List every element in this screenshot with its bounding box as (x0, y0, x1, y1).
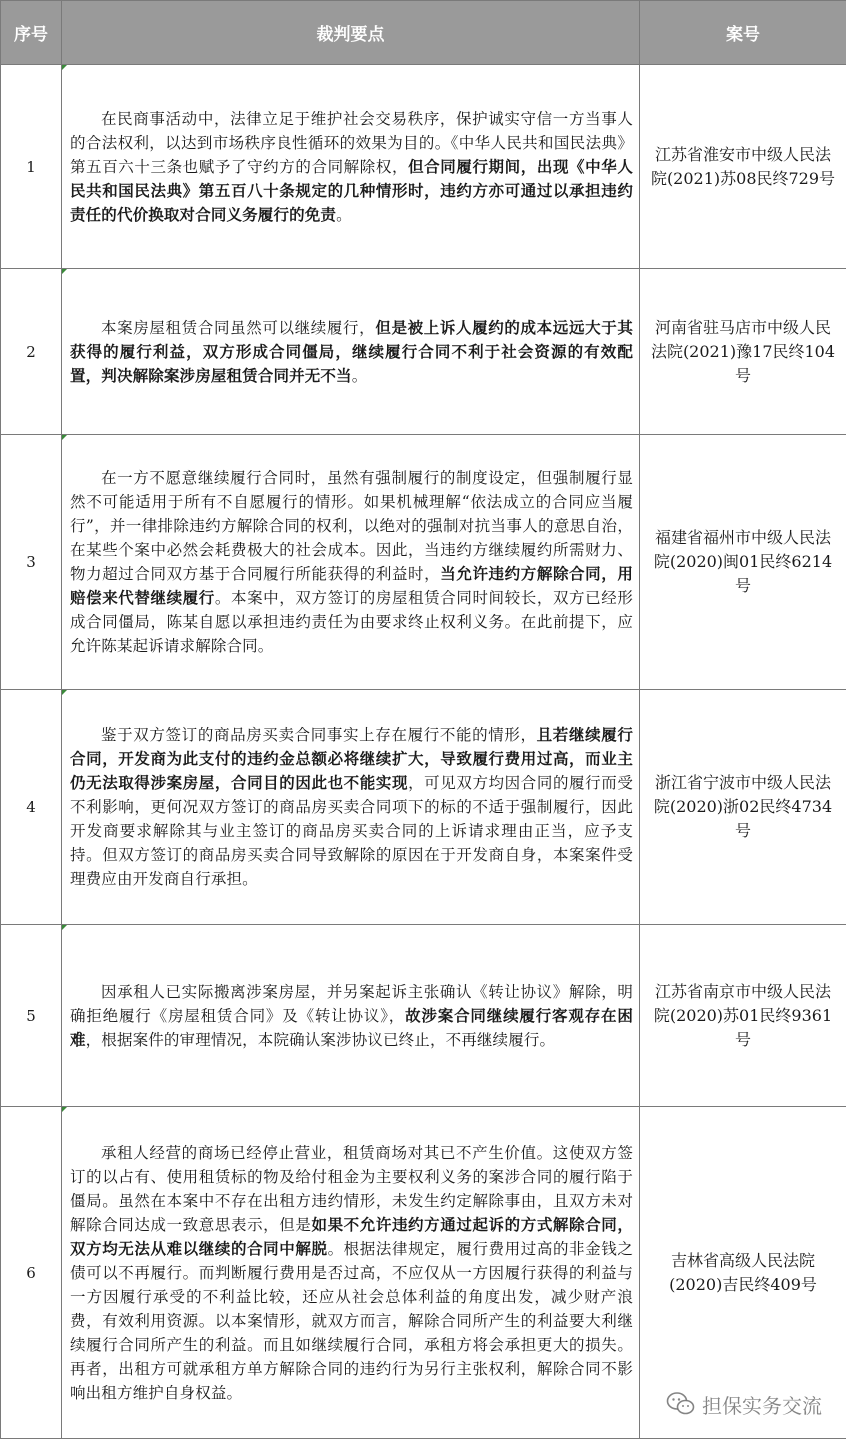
watermark-text: 担保实务交流 (702, 1393, 822, 1418)
row-points (62, 435, 640, 690)
table-row (1, 435, 846, 690)
table-row (1, 65, 846, 269)
cell-comment-marker (62, 1107, 67, 1112)
body-text: 。 (336, 205, 352, 224)
row-points (62, 269, 640, 435)
cell-comment-marker (62, 690, 67, 695)
row-index: 3 (1, 435, 62, 690)
row-index: 5 (1, 925, 62, 1107)
emphasis-text: 但是被上诉人履约的成本远远大于其获得的履行利益，双方形成合同僵局，继续履行合同不利于社会资源的有效配置，判决解除案涉房屋租赁合同并无不当 (70, 317, 633, 385)
row-index: 6 (1, 1107, 62, 1439)
row-case: 吉林省高级人民法院(2020)吉民终409号 (640, 1107, 846, 1439)
body-text: 在一方不愿意继续履行合同时，虽然有强制履行的制度设定，但强制履行显然不可能适用于所有不自愿履行的情形。如果机械理解“依法成立的合同应当履行”，并一律排除违约方解除合同的权利，以绝对的强制对抗当事人的意思自治，在某些个案中必然会耗费极大的社会成本。因此，当违约方继续履约所需财力、物力超过合同双方基于合同履行所能获得的利益时， (70, 469, 633, 583)
header-case: 案号 (640, 1, 846, 65)
emphasis-text: 故涉案合同继续履行客观存在困难 (70, 1005, 633, 1049)
body-text: 鉴于双方签订的商品房买卖合同事实上存在履行不能的情形， (101, 726, 537, 744)
row-points (62, 690, 640, 925)
table-row (1, 925, 846, 1107)
row-points (62, 925, 640, 1107)
cell-comment-marker (62, 65, 67, 70)
row-case: 浙江省宁波市中级人民法院(2020)浙02民终4734号 (640, 690, 846, 925)
row-text (70, 1141, 633, 1405)
table-header-row (1, 1, 846, 65)
body-text: 。本案中，双方签订的房屋租赁合同时间较长，双方已经形成合同僵局，陈某自愿以承担违约责任为由要求终止权利义务。在此前提下，应允许陈某起诉请求解除合同。 (70, 589, 633, 655)
header-index: 序号 (1, 1, 62, 65)
row-text (70, 723, 633, 891)
header-points: 裁判要点 (62, 1, 640, 65)
wechat-icon (666, 1391, 696, 1417)
emphasis-text: 如果不允许违约方通过起诉的方式解除合同，双方均无法从难以继续的合同中解脱 (70, 1214, 633, 1258)
row-text (70, 316, 633, 388)
emphasis-text: 当允许违约方解除合同，用赔偿来代替继续履行 (70, 564, 633, 607)
body-text: ，可见双方均因合同的履行而受不利影响，更何况双方签订的商品房买卖合同项下的标的不适于强制履行，因此开发商要求解除其与业主签订的商品房买卖合同的上诉请求理由正当，应予支持。但双方签订的商品房买卖合同导致解除的原因在于开发商自身，本案案件受理费应由开发商自行承担。 (70, 774, 633, 888)
table-row (1, 269, 846, 435)
row-index: 4 (1, 690, 62, 925)
watermark (666, 1389, 822, 1419)
body-text: 。 (351, 366, 368, 385)
body-text: 因承租人已实际搬离涉案房屋，并另案起诉主张确认《转让协议》解除，明确拒绝履行《房屋租赁合同》及《转让协议》， (70, 982, 633, 1025)
row-case: 江苏省南京市中级人民法院(2020)苏01民终9361号 (640, 925, 846, 1107)
row-case: 河南省驻马店市中级人民法院(2021)豫17民终104号 (640, 269, 846, 435)
emphasis-text: 但合同履行期间，出现《中华人民共和国民法典》第五百八十条规定的几种情形时，违约方亦可通过以承担违约责任的代价换取对合同义务履行的免责 (70, 156, 633, 224)
row-index: 2 (1, 269, 62, 435)
cell-comment-marker (62, 269, 67, 274)
row-case: 江苏省淮安市中级人民法院(2021)苏08民终729号 (640, 65, 846, 269)
cell-comment-marker (62, 435, 67, 440)
row-text (70, 466, 633, 658)
body-text: ，根据案件的审理情况，本院确认案涉协议已终止，不再继续履行。 (85, 1030, 556, 1049)
row-points (62, 65, 640, 269)
row-case: 福建省福州市中级人民法院(2020)闽01民终6214号 (640, 435, 846, 690)
row-text (70, 107, 633, 227)
body-text: 本案房屋租赁合同虽然可以继续履行， (101, 318, 376, 337)
row-points (62, 1107, 640, 1439)
cell-comment-marker (62, 925, 67, 930)
body-text: 承租人经营的商场已经停止营业，租赁商场对其已不产生价值。这使双方签订的以占有、使用租赁标的物及给付租金为主要权利义务的案涉合同的履行陷于僵局。虽然在本案中不存在出租方违约情形，未发生约定解除事由，且双方未对解除合同达成一致意思表示，但是 (70, 1143, 633, 1234)
body-text: 在民商事活动中，法律立足于维护社会交易秩序，保护诚实守信一方当事人的合法权利，以达到市场秩序良性循环的效果为目的。《中华人民共和国民法典》第五百六十三条也赋予了守约方的合同解除权， (70, 109, 633, 176)
table-row (1, 690, 846, 925)
emphasis-text: 且若继续履行合同，开发商为此支付的违约金总额必将继续扩大，导致履行费用过高，而业主仍无法取得涉案房屋，合同目的因此也不能实现 (70, 725, 633, 792)
body-text: 。根据法律规定，履行费用过高的非金钱之债可以不再履行。而判断履行费用是否过高，不应仅从一方因履行获得的利益与一方因履行承受的不利益比较，还应从社会总体利益的角度出发，减少财产浪费，有效利用资源。以本案情形，就双方而言，解除合同所产生的利益要大利继续履行合同所产生的利益。而且如继续履行合同，承租方将会承担更大的损失。再者，出租方可就承租方单方解除合同的违约行为另行主张权利，解除合同不影响出租方维护自身权益。 (70, 1239, 633, 1402)
row-index: 1 (1, 65, 62, 269)
row-text (70, 980, 633, 1052)
